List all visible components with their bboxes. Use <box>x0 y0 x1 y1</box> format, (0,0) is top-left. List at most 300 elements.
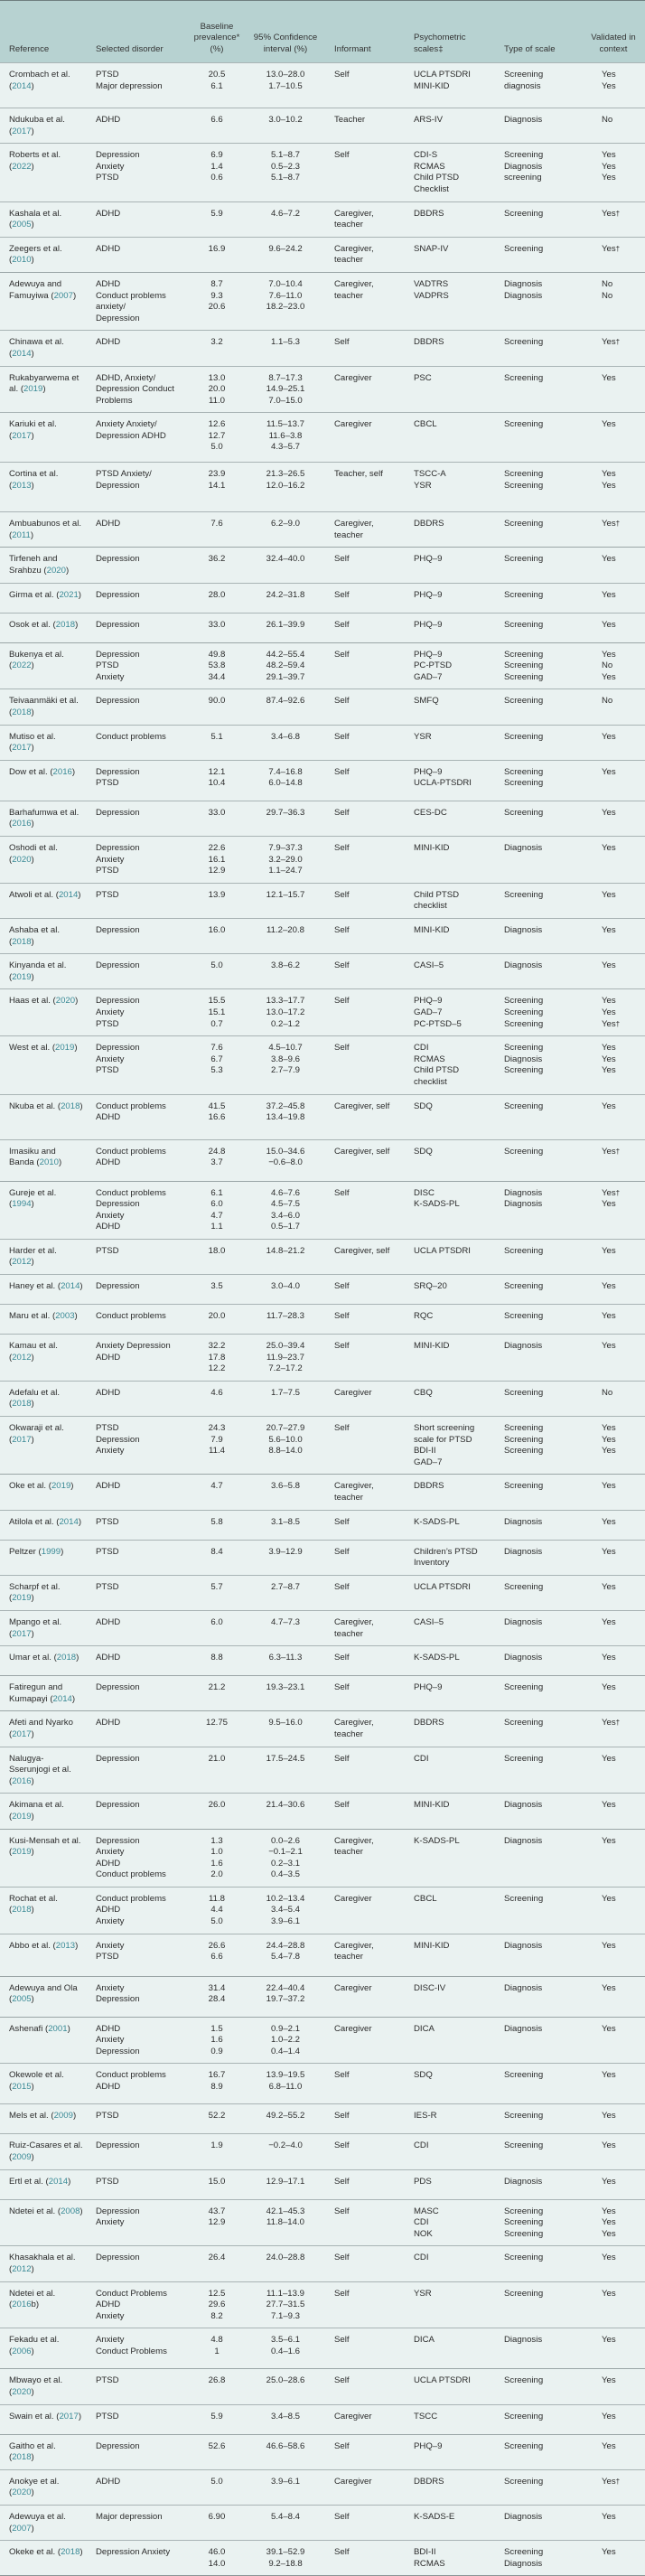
ci-value: 44.2–55.4 <box>266 649 305 660</box>
reference-year-link[interactable]: 2018 <box>12 2452 32 2463</box>
scale-name: NOK <box>414 2228 433 2239</box>
validated-cell <box>582 954 645 989</box>
disorder-item: ADHD <box>96 1222 121 1232</box>
table-row <box>0 413 645 463</box>
type-cell <box>495 2328 582 2369</box>
disorder-item: Depression <box>96 1043 140 1054</box>
validated-value: Yes <box>602 1311 616 1322</box>
reference-author: Mbwayo et al. <box>9 2375 63 2386</box>
disorder-cell <box>87 1139 188 1181</box>
reference-cell: Atwoli et al. (2014) <box>9 889 81 900</box>
table-row <box>0 144 645 201</box>
reference-year-link[interactable]: 2018 <box>12 1905 32 1916</box>
reference-year-link[interactable]: 2006 <box>12 2346 32 2356</box>
disorder-cell <box>87 1510 188 1540</box>
prevalence-value: 90.0 <box>208 696 226 707</box>
reference-year-link[interactable]: 2018 <box>12 707 32 718</box>
reference-year-link[interactable]: 2012 <box>12 2264 32 2274</box>
reference-year-link[interactable]: 2014 <box>12 348 32 359</box>
informant-value: Self <box>334 889 350 900</box>
type-cell <box>495 1381 582 1416</box>
type-cell <box>495 1510 582 1540</box>
reference-year-link[interactable]: 2019 <box>12 1847 32 1858</box>
reference-author: Ndetei et al. <box>9 2206 58 2216</box>
validated-value: Yes <box>602 2335 616 2346</box>
reference-year-link[interactable]: 2007 <box>12 2523 32 2534</box>
disorder-cell <box>87 2169 188 2199</box>
reference-year-link[interactable]: 2018 <box>12 936 32 947</box>
reference-cell: Teivaanmäki et al. (2018) <box>9 696 79 718</box>
reference-author: Roberts et al. <box>9 150 61 161</box>
informant-value: Self <box>334 649 350 660</box>
ci-cell <box>246 463 325 512</box>
validated-cell <box>582 366 645 413</box>
disorder-item: Anxiety <box>96 1446 125 1457</box>
validated-value: No <box>602 696 613 707</box>
reference-year-link[interactable]: 2009 <box>12 2152 32 2163</box>
prevalence-value: 7.9 <box>210 1434 223 1445</box>
type-cell <box>495 366 582 413</box>
prevalence-value: 5.0 <box>210 2476 223 2487</box>
reference-year-link[interactable]: 2018 <box>55 619 76 630</box>
reference-year-link[interactable]: 2020 <box>12 2386 32 2397</box>
reference-year-link[interactable]: 2022 <box>12 660 32 671</box>
scale-name: UCLA PTSDRI <box>414 1581 471 1592</box>
scale-type: Diagnosis <box>504 2335 543 2346</box>
disorder-cell <box>87 1381 188 1416</box>
reference-year-link[interactable]: 2005 <box>12 220 32 230</box>
scales-cell <box>405 1676 495 1711</box>
reference-year-link[interactable]: 2015 <box>12 2082 32 2093</box>
table-row <box>0 2541 645 2576</box>
validated-value: Yes <box>602 2111 616 2122</box>
ci-value: 4.5–7.5 <box>270 1199 300 1210</box>
prevalence-value: 5.0 <box>210 442 223 453</box>
scales-cell <box>405 1976 495 2017</box>
scale-name: MASC <box>414 2206 439 2216</box>
informant-value: Self <box>334 1281 350 1292</box>
table-row <box>0 2281 645 2328</box>
prevalence-value: 31.4 <box>208 1982 226 1993</box>
scales-cell <box>405 1239 495 1274</box>
reference-author: Anokye et al. <box>9 2476 60 2487</box>
reference-year-link[interactable]: 2019 <box>55 1043 75 1054</box>
prevalence-value: 16.9 <box>208 243 226 254</box>
reference-year-link[interactable]: 2020 <box>55 996 76 1007</box>
reference-year-link[interactable]: 2016 <box>12 2300 32 2310</box>
informant-value: Caregiver <box>334 1893 372 1904</box>
reference-author: Okeke et al. <box>9 2547 58 2558</box>
reference-year-link[interactable]: 2017 <box>12 430 32 441</box>
reference-year-link[interactable]: 2014 <box>61 1281 80 1292</box>
reference-author: Khasakhala et al. <box>9 2253 76 2263</box>
reference-year-link[interactable]: 2019 <box>51 1481 71 1492</box>
reference-author: Akimana et al. <box>9 1800 64 1811</box>
ci-value: 6.8–11.0 <box>268 2082 303 2093</box>
reference-year-link[interactable]: 2003 <box>55 1311 75 1322</box>
informant-cell <box>325 1829 405 1887</box>
scale-type: Diagnosis <box>504 1341 543 1352</box>
type-cell <box>495 413 582 463</box>
reference-year-link[interactable]: 2017 <box>12 743 32 754</box>
scale-name: SRQ–20 <box>414 1281 447 1292</box>
table-row <box>0 1335 645 1382</box>
type-cell <box>495 1139 582 1181</box>
reference-year-link[interactable]: 2005 <box>12 1994 32 2005</box>
reference-year-link[interactable]: 2009 <box>53 2111 73 2122</box>
disorder-cell <box>87 2328 188 2369</box>
disorder-item: PTSD <box>96 778 119 789</box>
reference-cell: Ashaba et al. (2018) <box>9 924 61 947</box>
disorder-cell <box>87 837 188 884</box>
header-prevalence: Baseline prevalence* (%) <box>193 21 240 54</box>
type-cell <box>495 2541 582 2576</box>
scales-cell <box>405 548 495 583</box>
reference-year-link[interactable]: 2012 <box>12 1352 32 1363</box>
reference-year-link[interactable]: 2021 <box>59 589 79 600</box>
reference-year-link[interactable]: 2014 <box>58 889 79 900</box>
ci-value: 3.0–10.2 <box>268 115 303 125</box>
reference-cell: Maru et al. (2003) <box>9 1311 78 1322</box>
table-row <box>0 1540 645 1575</box>
table-row <box>0 837 645 884</box>
informant-cell <box>325 1305 405 1335</box>
table-row <box>0 1510 645 1540</box>
type-cell <box>495 1747 582 1794</box>
scales-cell <box>405 2541 495 2576</box>
informant-cell <box>325 725 405 760</box>
table-row <box>0 63 645 108</box>
prevalence-cell <box>188 1676 246 1711</box>
ci-value: 5.1–8.7 <box>270 173 300 183</box>
prevalence-value: 21.0 <box>208 1753 226 1764</box>
table-row <box>0 1794 645 1829</box>
table-row <box>0 1036 645 1094</box>
validated-cell <box>582 2017 645 2064</box>
reference-year-link[interactable]: 2014 <box>59 1516 79 1527</box>
prevalence-value: 28.0 <box>208 589 226 600</box>
validated-cell <box>582 1239 645 1274</box>
reference-year-link[interactable]: 2017 <box>12 126 32 136</box>
reference-year-link[interactable]: 2014 <box>52 1693 72 1704</box>
reference-year-link[interactable]: 2010 <box>39 1157 59 1168</box>
reference-year-link[interactable]: 2018 <box>56 1653 77 1663</box>
scale-name: IES-R <box>414 2111 437 2122</box>
table-row <box>0 2246 645 2281</box>
reference-author: Kariuki et al. <box>9 419 57 430</box>
table-row <box>0 1887 645 1934</box>
reference-author: Zeegers et al. <box>9 243 62 254</box>
scales-cell <box>405 1094 495 1139</box>
validated-cell <box>582 2134 645 2169</box>
informant-cell <box>325 689 405 725</box>
scale-name: RCMAS <box>414 2558 445 2569</box>
scale-name: BDI-II <box>414 1446 436 1457</box>
validated-value: Yes <box>602 1616 616 1627</box>
type-cell <box>495 272 582 330</box>
validated-value: Yes <box>602 554 616 565</box>
scale-name: CDI <box>414 2217 429 2228</box>
prevalence-value: 20.0 <box>208 1311 226 1322</box>
disorder-item: Anxiety <box>96 1847 125 1858</box>
ci-value: 8.7–17.3 <box>268 372 303 383</box>
disorder-item: PTSD <box>96 173 119 183</box>
reference-year-link[interactable]: 2001 <box>48 2023 68 2034</box>
disorder-item: ADHD <box>96 1112 121 1123</box>
table-row <box>0 1976 645 2017</box>
reference-year-link[interactable]: 1994 <box>12 1199 32 1210</box>
disorder-item: Anxiety <box>96 1210 125 1221</box>
disorder-item: PTSD <box>96 1516 119 1527</box>
reference-year-link[interactable]: 2017 <box>12 1728 32 1739</box>
reference-year-link[interactable]: 2017 <box>59 2411 79 2421</box>
reference-year-link[interactable]: 2019 <box>12 1811 32 1822</box>
prevalence-value: 1.0 <box>210 1847 223 1858</box>
disorder-cell <box>87 918 188 953</box>
ci-value: 3.8–9.6 <box>270 1054 300 1064</box>
ci-value: 4.5–10.7 <box>268 1043 303 1054</box>
scale-type: Screening <box>504 778 544 789</box>
reference-year-link[interactable]: 2012 <box>12 1257 32 1268</box>
disorder-item: Depression <box>96 2140 140 2151</box>
ci-cell <box>246 760 325 801</box>
informant-value: Caregiver, teacher <box>334 1718 374 1739</box>
disorder-item: Depression <box>96 2440 140 2451</box>
scale-name: PC-PTSD <box>414 660 453 671</box>
reference-author: Ndukuba et al. <box>9 115 65 125</box>
prevalence-value: 5.3 <box>210 1065 223 1076</box>
reference-cell: Ruiz-Casares et al. (2009) <box>9 2140 83 2163</box>
disorder-item: Depression <box>96 1199 140 1210</box>
reference-author: Ambuabunos et al. <box>9 519 82 529</box>
validated-cell <box>582 883 645 918</box>
reference-year-link[interactable]: 2018 <box>12 1399 32 1410</box>
reference-year-link[interactable]: 2017 <box>12 1628 32 1639</box>
ci-value: 3.2–29.0 <box>268 854 303 865</box>
reference-year-link[interactable]: 2020 <box>46 566 66 576</box>
type-cell <box>495 2199 582 2246</box>
type-cell <box>495 1934 582 1976</box>
scales-cell <box>405 883 495 918</box>
scale-type: Screening <box>504 1753 544 1764</box>
reference-year-link[interactable]: 2018 <box>61 1101 80 1111</box>
reference-year-link[interactable]: 2011 <box>12 529 31 540</box>
ci-value: 29.7–36.3 <box>266 807 305 818</box>
reference-author: Rukabyarwema et al. <box>9 372 79 395</box>
scale-type: Screening <box>504 243 544 254</box>
type-cell <box>495 918 582 953</box>
reference-year-link[interactable]: 2016 <box>12 1775 32 1786</box>
table-row <box>0 2169 645 2199</box>
prevalence-cell <box>188 2017 246 2064</box>
informant-value: Caregiver <box>334 2411 372 2421</box>
scale-type: Screening <box>504 996 544 1007</box>
type-cell <box>495 1829 582 1887</box>
prevalence-cell <box>188 463 246 512</box>
type-cell <box>495 2505 582 2540</box>
dagger-mark: † <box>615 209 621 218</box>
type-cell <box>495 63 582 108</box>
disorder-item: PTSD <box>96 1245 119 1256</box>
ci-value: 3.4–5.4 <box>270 1905 300 1916</box>
informant-cell <box>325 2505 405 2540</box>
ci-cell <box>246 2246 325 2281</box>
reference-year-link[interactable]: 2014 <box>48 2176 69 2187</box>
validated-cell <box>582 237 645 272</box>
disorder-cell <box>87 2017 188 2064</box>
reference-year-link[interactable]: 2022 <box>12 161 32 172</box>
scale-name: CDI <box>414 2253 429 2263</box>
prevalence-value: 13.9 <box>208 889 226 900</box>
ci-cell <box>246 2169 325 2199</box>
reference-year-link[interactable]: 1999 <box>41 1546 61 1557</box>
ci-value: 5.4–7.8 <box>270 1952 300 1962</box>
disorder-item: Anxiety Depression <box>96 1341 171 1352</box>
disorder-cell <box>87 1417 188 1475</box>
ci-cell <box>246 801 325 836</box>
disorder-item: Depression <box>96 1994 140 2005</box>
ci-cell <box>246 2505 325 2540</box>
reference-year-link[interactable]: 2010 <box>12 255 32 266</box>
ci-value: 0.4–1.4 <box>270 2046 300 2056</box>
scale-type: Screening <box>504 70 544 80</box>
ci-cell <box>246 2281 325 2328</box>
informant-cell <box>325 883 405 918</box>
reference-year-link[interactable]: 2016 <box>52 766 72 777</box>
reference-author: Crombach et al. <box>9 70 70 80</box>
scale-name: PHQ–9 <box>414 619 443 630</box>
ci-cell <box>246 1139 325 1181</box>
scale-type: Screening <box>504 1434 544 1445</box>
informant-cell <box>325 989 405 1036</box>
informant-value: Caregiver, self <box>334 1101 390 1111</box>
scale-name: YSR <box>414 2288 432 2299</box>
reference-author: Umar et al. <box>9 1653 54 1663</box>
validated-value: Yes <box>602 960 616 971</box>
scale-type: Screening <box>504 1581 544 1592</box>
validated-value: Yes† <box>602 1187 621 1198</box>
ci-cell <box>246 1976 325 2017</box>
reference-author: Fatiregun and Kumapayi <box>9 1682 63 1704</box>
prevalence-value: 12.7 <box>208 430 226 441</box>
validated-value: Yes <box>602 1753 616 1764</box>
disorder-cell <box>87 1305 188 1335</box>
prevalence-cell <box>188 108 246 144</box>
reference-year-link[interactable]: 2013 <box>55 1940 76 1951</box>
prevalence-value: 12.1 <box>208 766 226 777</box>
reference-cell: Ndetei et al. (2008) <box>9 2206 83 2216</box>
validated-cell <box>582 1139 645 1181</box>
type-cell <box>495 642 582 689</box>
reference-year-link[interactable]: 2020 <box>12 2487 32 2498</box>
informant-value: Caregiver, teacher <box>334 243 374 266</box>
informant-cell <box>325 144 405 201</box>
scales-cell <box>405 1181 495 1239</box>
scale-type: Diagnosis <box>504 1546 543 1557</box>
reference-year-link[interactable]: 2014 <box>12 80 32 91</box>
scales-cell <box>405 331 495 366</box>
reference-year-link[interactable]: 2019 <box>12 971 32 982</box>
validated-value: Yes <box>602 649 616 660</box>
disorder-item: Anxiety <box>96 2310 125 2321</box>
scale-name: CDI <box>414 1043 429 1054</box>
type-cell <box>495 1646 582 1676</box>
scale-type: Screening <box>504 889 544 900</box>
ci-value: 39.1–52.9 <box>266 2547 305 2558</box>
reference-year-link[interactable]: 2017 <box>12 1434 32 1445</box>
informant-cell <box>325 108 405 144</box>
reference-year-link[interactable]: 2018 <box>61 2547 80 2558</box>
informant-value: Caregiver, teacher <box>334 208 374 230</box>
validated-value: Yes <box>602 589 616 600</box>
ci-value: 0.9–2.1 <box>270 2023 300 2034</box>
prevalence-cell <box>188 1976 246 2017</box>
reference-author: Osok et al. <box>9 619 53 630</box>
scale-name: DBDRS <box>414 208 444 219</box>
header-type: Type of scale <box>504 43 556 54</box>
scale-name: PDS <box>414 2176 432 2187</box>
reference-year-link[interactable]: 2008 <box>61 2206 80 2216</box>
ci-value: 1.7–10.5 <box>268 80 303 91</box>
disorder-cell <box>87 1610 188 1645</box>
ci-value: 7.0–10.4 <box>268 278 303 289</box>
disorder-item: Problems <box>96 395 133 406</box>
informant-cell <box>325 1417 405 1475</box>
reference-cell: Barhafumwa et al. (2016) <box>9 807 79 829</box>
informant-value: Self <box>334 996 350 1007</box>
scales-cell <box>405 642 495 689</box>
disorder-cell <box>87 2541 188 2576</box>
prevalence-value: 1.5 <box>210 2023 223 2034</box>
informant-cell <box>325 1934 405 1976</box>
table-row <box>0 2434 645 2469</box>
informant-value: Caregiver <box>334 2023 372 2034</box>
prevalence-value: 41.5 <box>208 1101 226 1111</box>
ci-cell <box>246 1747 325 1794</box>
ci-cell <box>246 689 325 725</box>
header-scales: Psychometric scales‡ <box>414 33 466 54</box>
type-cell <box>495 2246 582 2281</box>
scales-cell <box>405 2505 495 2540</box>
reference-author: Adewuya et al. <box>9 2511 66 2522</box>
validated-cell <box>582 989 645 1036</box>
reference-year-link[interactable]: 2019 <box>23 384 43 395</box>
prevalence-value: 14.0 <box>208 2558 226 2569</box>
reference-author: Dow et al. <box>9 766 51 777</box>
type-cell <box>495 1676 582 1711</box>
prevalence-value: 1 <box>214 2346 220 2356</box>
ci-value: 0.4–3.5 <box>270 1869 300 1880</box>
reference-year-link[interactable]: 2020 <box>12 854 32 865</box>
disorder-item: Conduct problems <box>96 1311 166 1322</box>
reference-year-link[interactable]: 2019 <box>12 1593 32 1604</box>
type-cell <box>495 883 582 918</box>
disorder-cell <box>87 548 188 583</box>
ci-value: −0.2–4.0 <box>268 2140 303 2151</box>
ci-value: 7.9–37.3 <box>268 843 303 853</box>
validated-cell <box>582 1036 645 1094</box>
disorder-item: PTSD <box>96 2411 119 2421</box>
scales-cell <box>405 1711 495 1747</box>
scales-cell <box>405 1747 495 1794</box>
reference-year-link[interactable]: 2013 <box>12 480 32 491</box>
disorder-cell <box>87 725 188 760</box>
table-row <box>0 2104 645 2134</box>
ci-value: 21.3–26.5 <box>266 469 305 480</box>
reference-year-link[interactable]: 2016 <box>12 819 32 829</box>
reference-year-link[interactable]: 2007 <box>53 290 73 301</box>
disorder-cell <box>87 1676 188 1711</box>
